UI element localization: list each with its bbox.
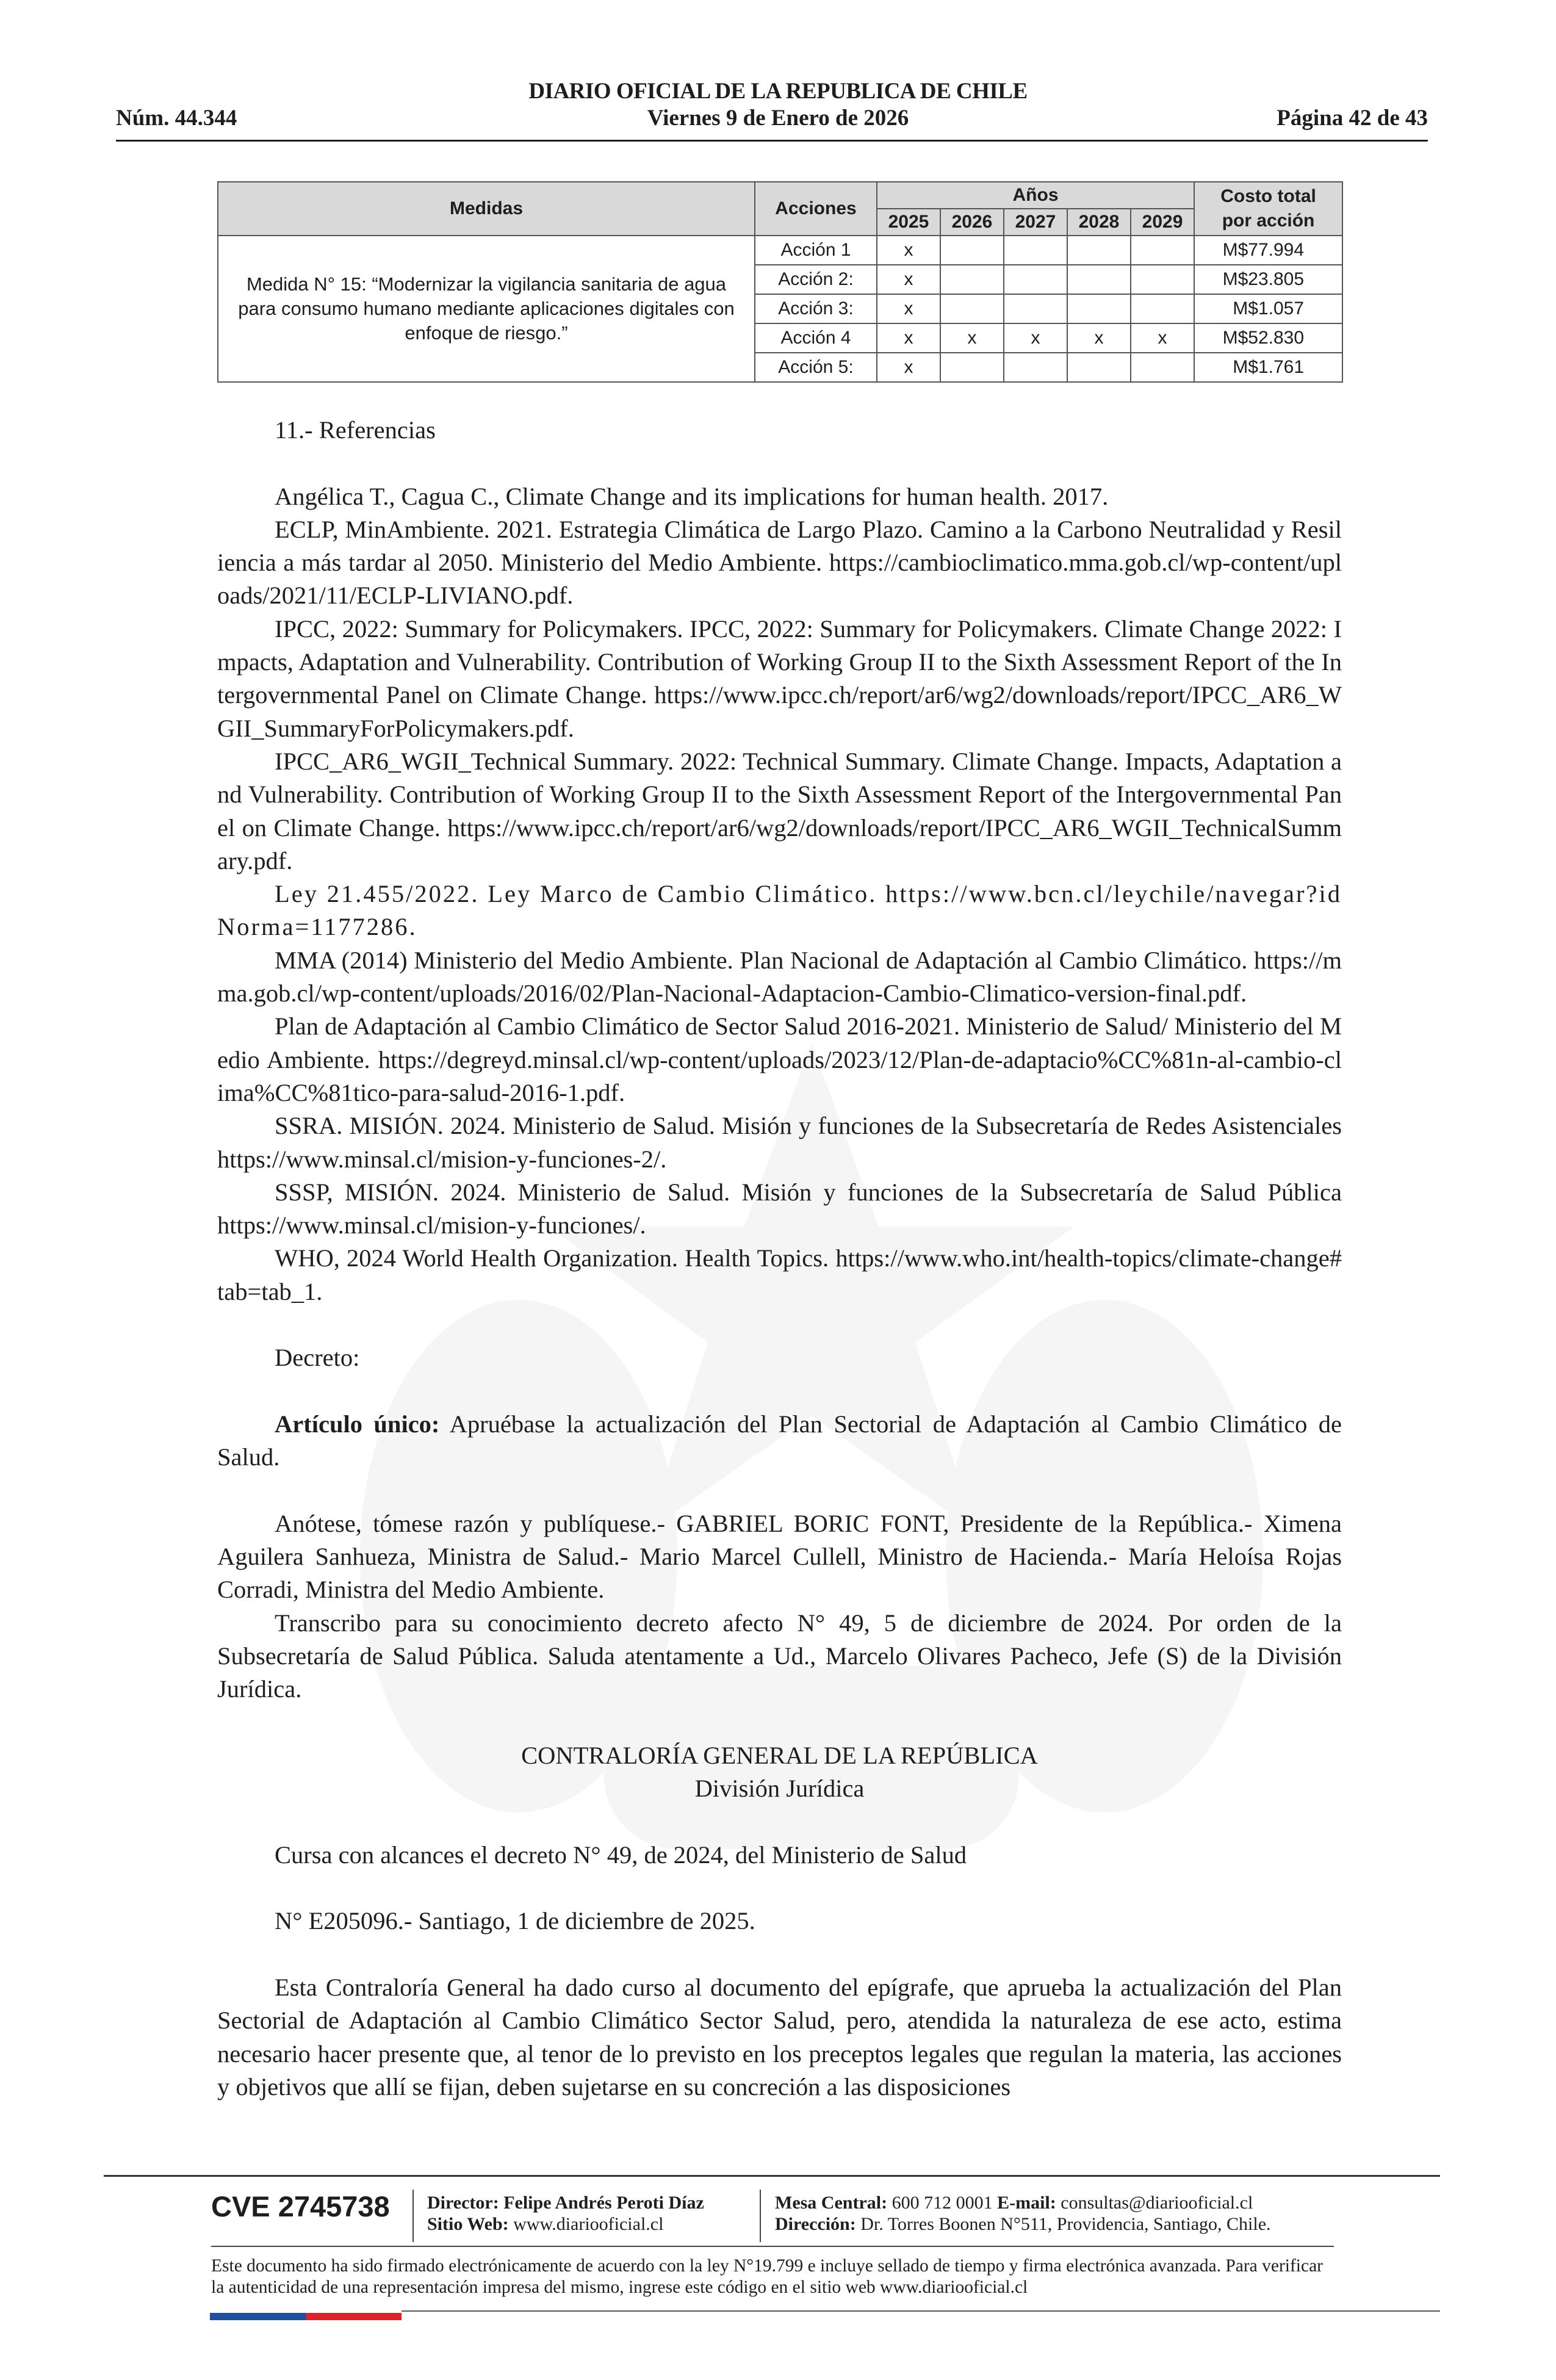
gazette-title: DIARIO OFICIAL DE LA REPUBLICA DE CHILE: [528, 79, 1028, 104]
contact-line: Mesa Central: 600 712 0001 E-mail: consultas@diariooficial.cl: [775, 2193, 1253, 2213]
header-divider: [116, 140, 1428, 142]
article-paragraph: [217, 1408, 1342, 1474]
year-mark: x: [877, 265, 940, 294]
year-2028: 2028: [1067, 209, 1131, 236]
year-mark: [1131, 353, 1194, 382]
year-mark: x: [877, 236, 940, 265]
measure-description: Medida N° 15: “Modernizar la vigilancia sanitaria de agua para consumo humano mediante aplicaciones digitales con enfoque de riesgo.”: [218, 236, 755, 382]
cost-cell: M$52.830: [1194, 323, 1342, 353]
action-cell: Acción 5:: [755, 353, 877, 382]
flag-red-stripe: [306, 2313, 402, 2320]
website-link[interactable]: www.diariooficial.cl: [513, 2214, 664, 2234]
references-heading: 11.- Referencias: [275, 416, 436, 444]
year-2027: 2027: [1004, 209, 1067, 236]
year-mark: [1131, 236, 1194, 265]
year-mark: x: [877, 353, 940, 382]
year-2025: 2025: [877, 209, 940, 236]
header-measures: Medidas: [218, 182, 755, 236]
issue-date: Viernes 9 de Enero de 2026: [647, 106, 909, 131]
year-mark: [940, 236, 1004, 265]
article-label: Artículo único:: [275, 1410, 440, 1438]
contraloria-subtitle: División Jurídica: [694, 1775, 865, 1803]
action-cell: Acción 4: [755, 323, 877, 353]
year-mark: x: [877, 294, 940, 323]
reference-item: Ley 21.455/2022. Ley Marco de Cambio Climático. https://www.bcn.cl/leychile/navegar?idNorma=1177286.: [217, 880, 1342, 941]
year-2026: 2026: [940, 209, 1004, 236]
article-text: Apruébase la actualización del Plan Sectorial de Adaptación al Cambio Climático de Salud.: [217, 1410, 1342, 1471]
signature-note: Este documento ha sido firmado electrónicamente de acuerdo con la ley N°19.799 e incluye sellado de tiempo y firma electrónica avanzada. Para verificar la autenticidad de una representación impresa del mismo, ingrese este código en el sitio web www.diariooficial.cl: [211, 2256, 1323, 2297]
cost-cell: M$77.994: [1194, 236, 1342, 265]
year-2029: 2029: [1131, 209, 1194, 236]
footer-divider: [104, 2175, 1440, 2177]
year-mark: [1067, 353, 1131, 382]
footer-separator: [412, 2190, 414, 2242]
footer-separator: [760, 2190, 761, 2242]
year-mark: [1004, 294, 1067, 323]
signatures-paragraph: Anótese, tómese razón y publíquese.- GABRIEL BORIC FONT, Presidente de la República.- Ximena Aguilera Sanhueza, Ministra de Salud.- Mario Marcel Cullell, Ministro de Hacienda.- María Heloísa Rojas Corradi, Ministra del Medio Ambiente.: [217, 1509, 1342, 1604]
decree-heading: Decreto:: [275, 1344, 360, 1372]
reference-item: Plan de Adaptación al Cambio Climático de Sector Salud 2016-2021. Ministerio de Salud/ Ministerio del Medio Ambiente. https://degreyd.minsal.cl/wp-content/uploads/2023/12/Plan-de-adaptacio%CC%81n-al-cambio-clima%CC%81tico-para-salud-2016-1.pdf.: [217, 1012, 1342, 1106]
reference-item: SSSP, MISIÓN. 2024. Ministerio de Salud. Misión y funciones de la Subsecretaría de Salud Pública https://www.minsal.cl/mision-y-funciones/.: [217, 1178, 1342, 1239]
course-line: Cursa con alcances el decreto N° 49, de 2024, del Ministerio de Salud: [275, 1841, 967, 1869]
action-cell: Acción 1: [755, 236, 877, 265]
email-link[interactable]: consultas@diariooficial.cl: [1061, 2193, 1253, 2213]
year-mark: [940, 294, 1004, 323]
reference-line: N° E205096.- Santiago, 1 de diciembre de 2025.: [275, 1907, 755, 1935]
year-mark: [1131, 294, 1194, 323]
year-mark: x: [940, 323, 1004, 353]
year-mark: [940, 265, 1004, 294]
header-cost: Costo total por acción: [1194, 182, 1342, 236]
issue-number: Núm. 44.344: [116, 106, 237, 131]
header-years: Años: [877, 182, 1194, 209]
year-mark: [1067, 236, 1131, 265]
year-mark: [1004, 353, 1067, 382]
page-number: Página 42 de 43: [1277, 106, 1428, 131]
year-mark: [1004, 236, 1067, 265]
transcription-paragraph: Transcribo para su conocimiento decreto afecto N° 49, 5 de diciembre de 2024. Por orden de la Subsecretaría de Salud Pública. Saluda atentamente a Ud., Marcelo Olivares Pacheco, Jefe (S) de la División Jurídica.: [217, 1609, 1342, 1703]
website-line: Sitio Web: www.diariooficial.cl: [427, 2214, 664, 2234]
reference-item: WHO, 2024 World Health Organization. Health Topics. https://www.who.int/health-topics/climate-change#tab=tab_1.: [217, 1244, 1342, 1305]
year-mark: [1067, 294, 1131, 323]
director-line: Director: Felipe Andrés Peroti Díaz: [427, 2193, 704, 2213]
footer-divider: [211, 2246, 1334, 2247]
address-line: Dirección: Dr. Torres Boonen N°511, Providencia, Santiago, Chile.: [775, 2214, 1271, 2234]
document-body: [217, 414, 1342, 2104]
year-mark: [1067, 265, 1131, 294]
contraloria-title: CONTRALORÍA GENERAL DE LA REPÚBLICA: [521, 1741, 1038, 1769]
reference-item: ECLP, MinAmbiente. 2021. Estrategia Climática de Largo Plazo. Camino a la Carbono Neutralidad y Resiliencia a más tardar al 2050. Ministerio del Medio Ambiente. https://cambioclimatico.mma.gob.cl/wp-content/uploads/2021/11/ECLP-LIVIANO.pdf.: [217, 515, 1342, 610]
cve-code: CVE 2745738: [211, 2190, 390, 2223]
reference-item: Angélica T., Cagua C., Climate Change and its implications for human health. 2017.: [275, 482, 1109, 510]
action-cell: Acción 3:: [755, 294, 877, 323]
reference-item: IPCC_AR6_WGII_Technical Summary. 2022: Technical Summary. Climate Change. Impacts, Adaptation and Vulnerability. Contribution of Working Group II to the Sixth Assessment Report of the Intergovernmental Panel on Climate Change. https://www.ipcc.ch/report/ar6/wg2/downloads/report/IPCC_AR6_WGII_TechnicalSummary.pdf.: [217, 747, 1342, 874]
year-mark: x: [1067, 323, 1131, 353]
year-mark: [940, 353, 1004, 382]
action-cell: Acción 2:: [755, 265, 877, 294]
reference-item: MMA (2014) Ministerio del Medio Ambiente. Plan Nacional de Adaptación al Cambio Climático. https://mma.gob.cl/wp-content/uploads/2016/02/Plan-Nacional-Adaptacion-Cambio-Climatico-version-final.pdf.: [217, 946, 1342, 1008]
year-mark: [1131, 265, 1194, 294]
flag-blue-stripe: [210, 2313, 306, 2320]
year-mark: x: [1004, 323, 1067, 353]
header-actions: Acciones: [755, 182, 877, 236]
flag-bar: [210, 2313, 402, 2320]
footer-divider: [402, 2310, 1440, 2312]
reference-item: IPCC, 2022: Summary for Policymakers. IPCC, 2022: Summary for Policymakers. Climate Change 2022: Impacts, Adaptation and Vulnerability. Contribution of Working Group II to the Sixth Assessment Report of the Intergovernmental Panel on Climate Change. https://www.ipcc.ch/report/ar6/wg2/downloads/report/IPCC_AR6_WGII_SummaryForPolicymakers.pdf.: [217, 615, 1342, 742]
year-mark: [1004, 265, 1067, 294]
cost-cell: M$23.805: [1194, 265, 1342, 294]
cost-table: [217, 181, 1343, 383]
cost-cell: M$1.057: [1194, 294, 1342, 323]
year-mark: x: [877, 323, 940, 353]
table-row: [218, 236, 1342, 265]
cost-cell: M$1.761: [1194, 353, 1342, 382]
contraloria-paragraph: Esta Contraloría General ha dado curso al documento del epígrafe, que aprueba la actualización del Plan Sectorial de Adaptación al Cambio Climático Sector Salud, pero, atendida la naturaleza de ese acto, estima necesario hacer presente que, al tenor de lo previsto en los preceptos legales que regulan la materia, las acciones y objetivos que allí se fijan, deben sujetarse en su concreción a las disposiciones: [217, 1973, 1342, 2101]
reference-item: SSRA. MISIÓN. 2024. Ministerio de Salud. Misión y funciones de la Subsecretaría de Redes Asistenciales https://www.minsal.cl/mision-y-funciones-2/.: [217, 1112, 1342, 1173]
year-mark: x: [1131, 323, 1194, 353]
